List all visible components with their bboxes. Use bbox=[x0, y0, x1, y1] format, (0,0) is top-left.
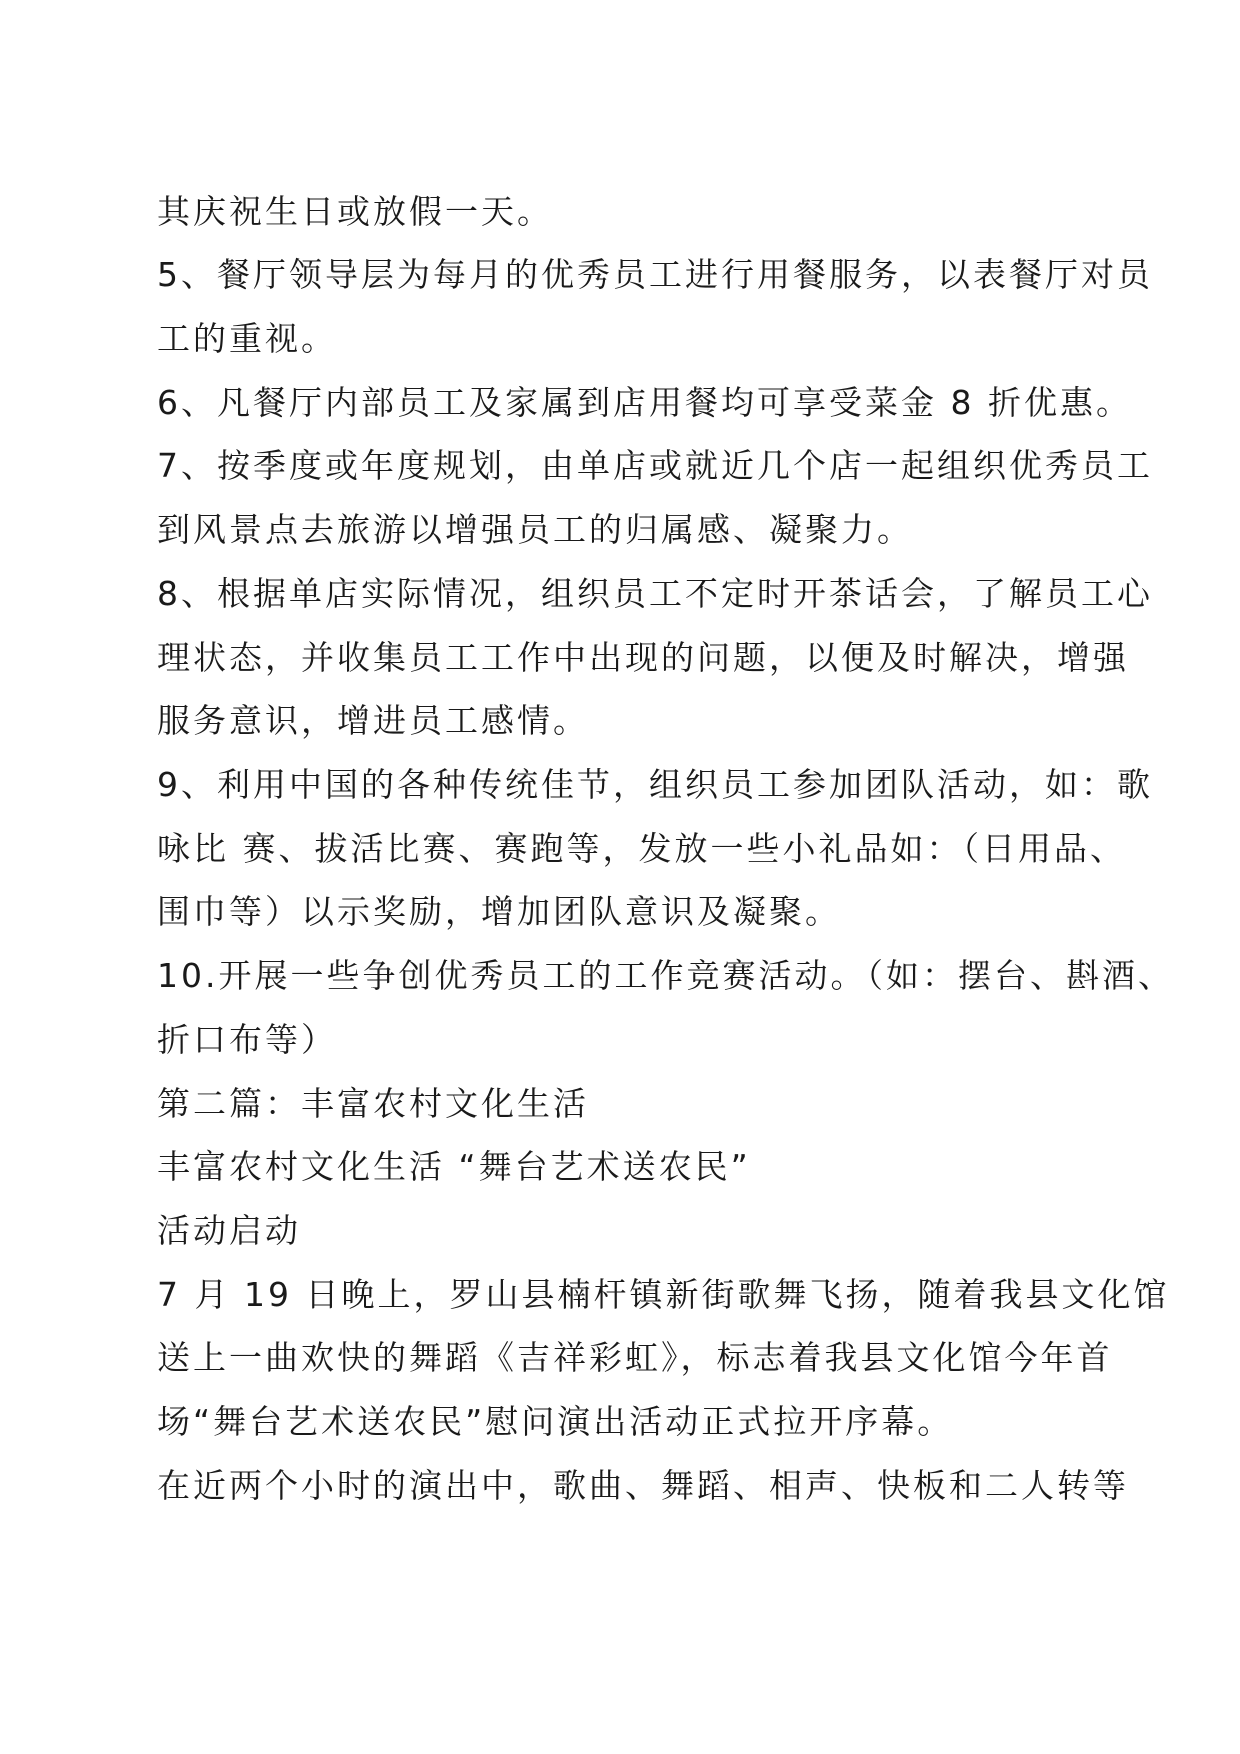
text-line: 服务意识，增进员工感情。 bbox=[157, 701, 589, 740]
text-line: 围巾等）以示奖励，增加团队意识及凝聚。 bbox=[157, 892, 841, 931]
text-line: 在近两个小时的演出中，歌曲、舞蹈、相声、快板和二人转等 bbox=[157, 1466, 1129, 1505]
text-line: 6、凡餐厅内部员工及家属到店用餐均可享受菜金 8 折优惠。 bbox=[157, 383, 1132, 422]
text-line: 10.开展一些争创优秀员工的工作竞赛活动。（如：摆台、斟酒、 bbox=[157, 956, 1174, 995]
section-heading: 第二篇：丰富农村文化生活 bbox=[157, 1084, 589, 1123]
text-line: 5、餐厅领导层为每月的优秀员工进行用餐服务，以表餐厅对员 bbox=[157, 255, 1153, 294]
text-line: 其庆祝生日或放假一天。 bbox=[157, 192, 553, 231]
text-line: 8、根据单店实际情况，组织员工不定时开茶话会，了解员工心 bbox=[157, 574, 1153, 613]
text-line: 工的重视。 bbox=[157, 319, 337, 358]
text-line: 7、按季度或年度规划，由单店或就近几个店一起组织优秀员工 bbox=[157, 446, 1153, 485]
text-line: 折口布等） bbox=[157, 1020, 337, 1059]
article-title: 丰富农村文化生活 “舞台艺术送农民” bbox=[157, 1147, 751, 1186]
text-line: 9、利用中国的各种传统佳节，组织员工参加团队活动，如：歌 bbox=[157, 765, 1153, 804]
text-line: 场“舞台艺术送农民”慰问演出活动正式拉开序幕。 bbox=[157, 1402, 954, 1441]
text-line: 咏比 赛、拔活比赛、赛跑等，发放一些小礼品如：（日用品、 bbox=[157, 829, 1126, 868]
text-line: 理状态，并收集员工工作中出现的问题，以便及时解决，增强 bbox=[157, 638, 1129, 677]
article-subtitle: 活动启动 bbox=[157, 1211, 301, 1250]
text-line: 到风景点去旅游以增强员工的归属感、凝聚力。 bbox=[157, 510, 913, 549]
text-line: 送上一曲欢快的舞蹈《吉祥彩虹》，标志着我县文化馆今年首 bbox=[157, 1338, 1113, 1377]
text-line: 7 月 19 日晚上，罗山县楠杆镇新街歌舞飞扬，随着我县文化馆 bbox=[157, 1275, 1170, 1314]
